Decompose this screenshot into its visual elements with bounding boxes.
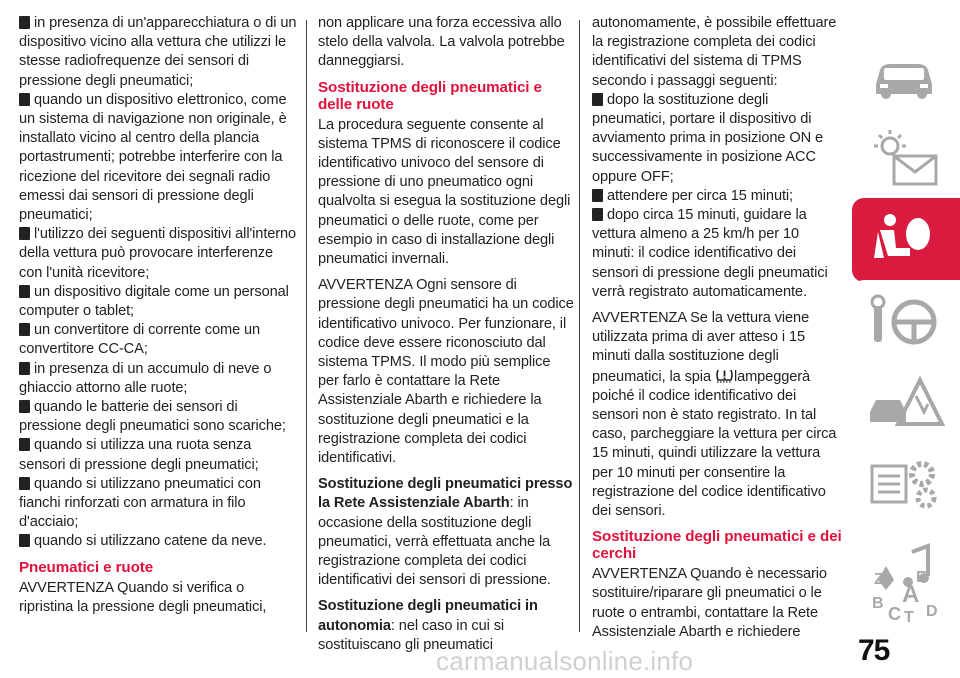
bullet-icon [19,362,30,375]
list-item: dopo la sostituzione degli pneumatici, portare il dispositivo di avviamento prima in posizione ON e successivamente in posizione ACC oppure OFF; [592,91,824,185]
subheading: Sostituzione degli pneumatici in autonomia [318,598,538,634]
list-item: in presenza di un'apparecchiatura o di un dispositivo vicino alla vettura che utilizzi le stesse radiofrequenze dei sensori di pressione degli pneumatici; [19,15,297,89]
sidebar-tab-index[interactable] [852,562,960,632]
airbag-seat-icon [866,208,946,268]
bullet-icon [592,208,603,221]
list-item: un dispositivo digitale come un personal computer o tablet; [19,283,289,320]
sidebar-tab-car[interactable] [852,36,960,120]
subheading: Sostituzione degli pneumatici presso la Rete Assistenziale Abarth [318,476,573,512]
column-divider [306,20,307,632]
column-1 [19,14,299,617]
index-letter: E [916,569,927,586]
index-letter: D [926,603,938,620]
index-letter: B [872,595,884,612]
list-item: quando si utilizzano pneumatici con fianchi rinforzati con armatura in filo d'acciaio; [19,475,261,531]
list-item: quando si utilizzano catene da neve. [19,532,299,551]
index-letters-icon [866,564,946,624]
sidebar-tab-emergency[interactable] [852,362,960,446]
warning-paragraph: AVVERTENZA Se la vettura viene utilizzata prima di aver atteso i 15 minuti dalla sostituzione degli pneumatici, la spia lampeggerà poiché il codice identificativo dei sensori non è stato registrato. In tal caso, parcheggiare la vettura per circa 15 minuti, quindi utilizzare la vettura per 10 minuti per consentire la registrazione del codice identificativo dei sensori. [592,310,837,520]
paragraph: autonomamente, è possibile effettuare la registrazione completa dei codici identificativi del sistema di TPMS secondo i passaggi seguenti: [592,15,837,89]
paragraph: Sostituzione degli pneumatici in autonomia: nel caso in cui si sostituiscano gli pneumatici [318,598,538,653]
warning-paragraph: AVVERTENZA Quando si verifica o ripristina la pressione degli pneumatici, [19,579,267,615]
sidebar-tab-maintenance[interactable] [852,444,960,528]
paragraph: La procedura seguente consente al sistema TPMS di riconoscere il codice identificativo univoco del sensore di pressione di uno pneumatico ogni qualvolta si esegua la sostituzione degli pneumatici o delle ruote, come per esempio in caso di installazione degli pneumatici invernali. [318,116,571,268]
list-item: quando le batterie dei sensori di pressione degli pneumatici sono scariche; [19,399,286,435]
bullet-icon [19,93,30,106]
bullet-icon [19,400,30,413]
key-steering-icon [866,290,946,350]
index-letter: A [902,581,920,608]
paragraph: Sostituzione degli pneumatici presso la Rete Assistenziale Abarth: in occasione della sostituzione degli pneumatici, verrà effettuata anche la registrazione completa dei codici identificativi dei sensori di pressione. [318,476,573,589]
list-item: attendere per circa 15 minuti; [592,187,842,206]
bullet-icon [19,16,30,29]
breakdown-triangle-icon [866,372,946,432]
warning-paragraph: AVVERTENZA Ogni sensore di pressione degli pneumatici ha un codice identificativo univoco. Per funzionare, il codice deve essere riconosciuto dal sistema TPMS. Il modo più semplice per farlo è contattare la Rete Assistenziale Abarth e richiedere la sostituzione degli pneumatici e la registrazione completa dei codici identificativi. [318,277,574,467]
tire-pressure-warning-icon [715,367,734,383]
column-3 [592,14,842,642]
bullet-icon [592,93,603,106]
index-letter: C [888,604,901,624]
section-heading: Sostituzione degli pneumatici e dei cerchi [592,528,842,563]
bullet-icon [19,285,30,298]
bullet-icon [592,189,603,202]
index-letter: T [904,609,914,624]
page-number: 75 [858,634,890,667]
sidebar-tab-safety[interactable] [852,198,960,282]
warning-lights-icon [866,128,946,188]
sidebar-tab-starting-driving[interactable] [852,280,960,364]
list-item: quando si utilizza una ruota senza sensori di pressione degli pneumatici; [19,437,259,473]
section-heading: Sostituzione degli pneumatici e delle ruote [318,78,542,113]
bullet-icon [19,534,30,547]
list-item: dopo circa 15 minuti, guidare la vettura almeno a 25 km/h per 10 minuti: il codice identificativo dei sensori di pressione degli pneumatici verrà registrato automaticamente. [592,207,828,300]
list-item: l'utilizzo dei seguenti dispositivi all'interno della vettura può provocare interferenze con l'unità ricevitore; [19,226,297,281]
list-item: un convertitore di corrente come un convertitore CC-CA; [19,322,261,358]
car-icon [866,46,946,106]
bullet-icon [19,227,30,240]
maintenance-gears-icon [866,454,946,514]
watermark: carmanualsonline.info [436,646,694,676]
bullet-icon [19,477,30,490]
index-letter: Z [874,571,884,588]
column-divider [579,20,580,632]
list-item: quando un dispositivo elettronico, come un sistema di navigazione non originale, è installato vicino al centro della plancia portastrumenti; potrebbe interferire con la ricezione del ricevitore dei segnali radio emessi dai sensori di pressione degli pneumatici; [19,91,287,224]
bullet-icon [19,438,30,451]
paragraph: non applicare una forza eccessiva allo stelo della valvola. La valvola potrebbe danneggiarsi. [318,15,565,70]
section-heading: Pneumatici e ruote [19,558,154,576]
warning-paragraph: AVVERTENZA Quando è necessario sostituire/riparare gli pneumatici o le ruote o entrambi, contattare la Rete Assistenziale Abarth e richiedere [592,566,827,640]
column-2 [318,14,574,655]
bullet-icon [19,323,30,336]
list-item: in presenza di un accumulo di neve o ghiaccio attorno alle ruote; [19,360,272,396]
sidebar-tab-warning-lights[interactable] [852,118,960,202]
